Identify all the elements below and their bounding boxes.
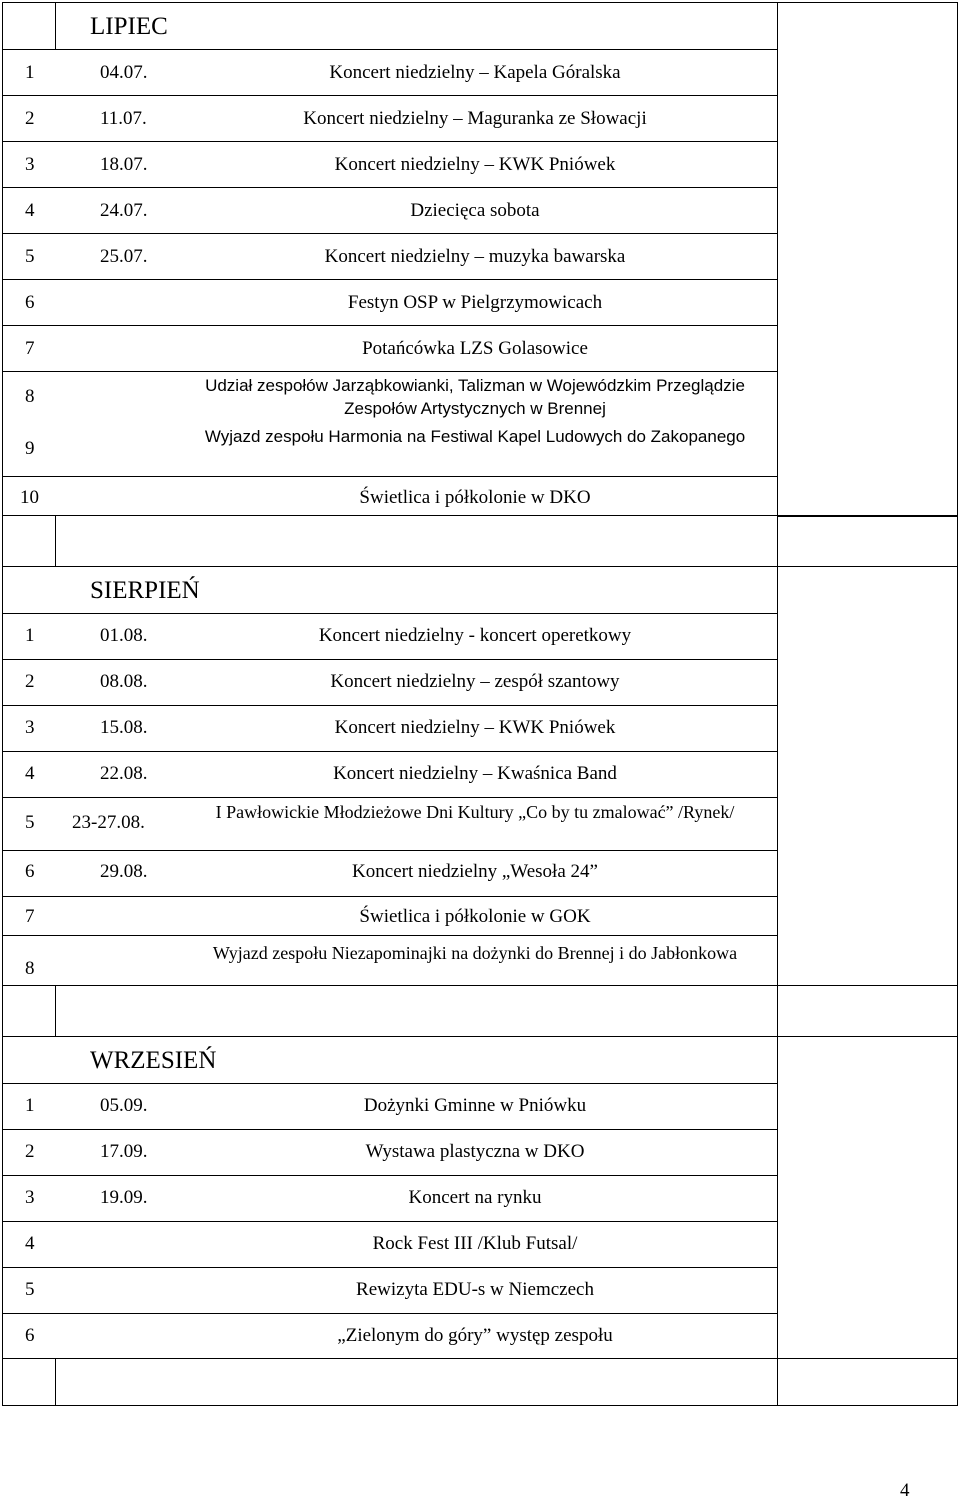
row-number: 7 bbox=[25, 338, 35, 359]
row-event: Koncert niedzielny – zespół szantowy bbox=[330, 671, 620, 692]
row-number: 5 bbox=[25, 246, 35, 267]
row-event: Koncert niedzielny „Wesoła 24” bbox=[352, 861, 598, 882]
section-title: SIERPIEŃ bbox=[90, 577, 200, 604]
row-event: Koncert niedzielny – Kapela Góralska bbox=[329, 62, 621, 83]
row-number: 6 bbox=[25, 1325, 35, 1346]
row-event: Koncert na rynku bbox=[408, 1187, 542, 1208]
row-date: 04.07. bbox=[100, 62, 148, 83]
row-number: 2 bbox=[25, 108, 35, 129]
row-date: 22.08. bbox=[100, 763, 148, 784]
row-number: 3 bbox=[25, 154, 35, 175]
row-event: I Pawłowickie Młodzieżowe Dni Kultury „Co by tu zmalować” /Rynek/ bbox=[215, 802, 735, 822]
row-event: Rock Fest III /Klub Futsal/ bbox=[372, 1233, 578, 1254]
row-number: 3 bbox=[25, 1187, 35, 1208]
row-number: 5 bbox=[25, 812, 35, 833]
row-event: Wyjazd zespołu Niezapominajki na dożynki do Brennej i do Jabłonkowa bbox=[212, 943, 738, 963]
row-event: Rewizyta EDU-s w Niemczech bbox=[356, 1279, 594, 1300]
row-number: 6 bbox=[25, 292, 35, 313]
page-number: 4 bbox=[900, 1480, 910, 1501]
row-number: 7 bbox=[25, 906, 35, 927]
row-date: 29.08. bbox=[100, 861, 148, 882]
row-event: Wystawa plastyczna w DKO bbox=[365, 1141, 585, 1162]
row-date: 17.09. bbox=[100, 1141, 148, 1162]
row-number: 2 bbox=[25, 671, 35, 692]
row-event: Dziecięca sobota bbox=[410, 200, 540, 221]
row-event: Dożynki Gminne w Pniówku bbox=[363, 1095, 587, 1116]
row-number: 1 bbox=[25, 62, 35, 83]
row-date: 11.07. bbox=[100, 108, 147, 129]
row-date: 23-27.08. bbox=[72, 812, 145, 833]
row-event: Festyn OSP w Pielgrzymowicach bbox=[347, 292, 603, 313]
row-event: Koncert niedzielny – Kwaśnica Band bbox=[333, 763, 617, 784]
row-event: Koncert niedzielny – Maguranka ze Słowacji bbox=[303, 108, 647, 129]
row-date: 08.08. bbox=[100, 671, 148, 692]
row-date: 01.08. bbox=[100, 625, 148, 646]
row-number: 5 bbox=[25, 1279, 35, 1300]
row-event: Świetlica i półkolonie w DKO bbox=[359, 487, 591, 508]
row-event: Koncert niedzielny – muzyka bawarska bbox=[324, 246, 626, 267]
row-date: 24.07. bbox=[100, 200, 148, 221]
row-date: 15.08. bbox=[100, 717, 148, 738]
row-number: 9 bbox=[25, 438, 35, 459]
row-date: 05.09. bbox=[100, 1095, 148, 1116]
row-event: Koncert niedzielny – KWK Pniówek bbox=[334, 717, 616, 738]
row-number: 8 bbox=[25, 386, 35, 407]
row-number: 6 bbox=[25, 861, 35, 882]
row-number: 4 bbox=[25, 763, 35, 784]
row-event: Koncert niedzielny – KWK Pniówek bbox=[334, 154, 616, 175]
row-event: Świetlica i półkolonie w GOK bbox=[359, 906, 591, 927]
row-number: 1 bbox=[25, 625, 35, 646]
row-number: 1 bbox=[25, 1095, 35, 1116]
row-number: 3 bbox=[25, 717, 35, 738]
row-date: 18.07. bbox=[100, 154, 148, 175]
section-title: WRZESIEŃ bbox=[90, 1047, 217, 1074]
row-number: 4 bbox=[25, 200, 35, 221]
row-number: 4 bbox=[25, 1233, 35, 1254]
row-event: Koncert niedzielny - koncert operetkowy bbox=[318, 625, 632, 646]
row-number: 8 bbox=[25, 958, 35, 979]
row-number: 2 bbox=[25, 1141, 35, 1162]
row-date: 25.07. bbox=[100, 246, 148, 267]
row-event: Potańcówka LZS Golasowice bbox=[362, 338, 588, 359]
row-date: 19.09. bbox=[100, 1187, 148, 1208]
row-event: „Zielonym do góry” występ zespołu bbox=[337, 1325, 613, 1346]
section-title: LIPIEC bbox=[90, 13, 168, 40]
row-number: 10 bbox=[20, 487, 39, 508]
row-event: Udział zespołów Jarząbkowianki, Talizman w Wojewódzkim Przeglądzie Zespołów Artystycznych w Brennej bbox=[205, 376, 745, 418]
row-event: Wyjazd zespołu Harmonia na Festiwal Kapel Ludowych do Zakopanego bbox=[204, 427, 746, 446]
